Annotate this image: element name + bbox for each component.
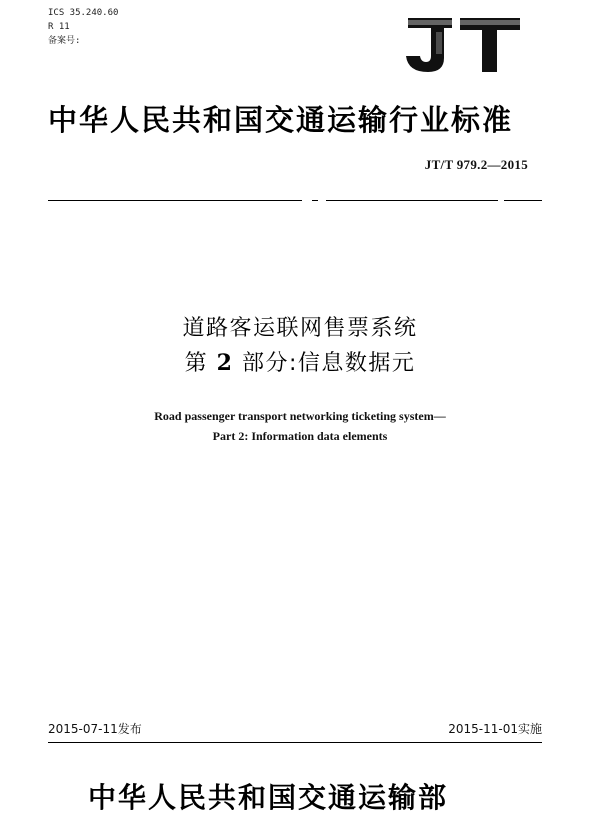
chinese-title-line1: 道路客运联网售票系统: [182, 316, 418, 341]
standard-category-title: 中华人民共和国交通运输行业标准: [48, 103, 514, 137]
implementation-date: 2015-11-01实施: [448, 722, 542, 736]
issuing-authority: 中华人民共和国交通运输部: [88, 781, 449, 814]
ccs-code: R 11: [48, 22, 70, 32]
english-title-line2: Part 2: Information data elements: [212, 429, 388, 443]
chinese-title-line2: 第 2 部分:信息数据元: [184, 350, 416, 376]
part-number: 2: [216, 350, 234, 376]
filing-number-label: 备案号:: [48, 36, 81, 46]
chinese-document-title: [0, 312, 600, 381]
header-divider: [48, 200, 542, 201]
standard-code: JT/T 979.2—2015: [424, 157, 528, 172]
issue-date: 2015-07-11发布: [48, 722, 142, 736]
divider-gap: [318, 198, 326, 203]
logo-letter-j: [406, 18, 452, 72]
divider-gap: [498, 198, 504, 203]
english-document-title: [0, 406, 600, 446]
ics-code: ICS 35.240.60: [48, 8, 119, 18]
document-meta: [48, 6, 118, 48]
english-title-line1: Road passenger transport networking ticketing system—: [154, 409, 446, 423]
divider-gap: [302, 198, 312, 203]
footer-divider: [48, 742, 542, 743]
jt-logo-icon: [398, 14, 526, 76]
